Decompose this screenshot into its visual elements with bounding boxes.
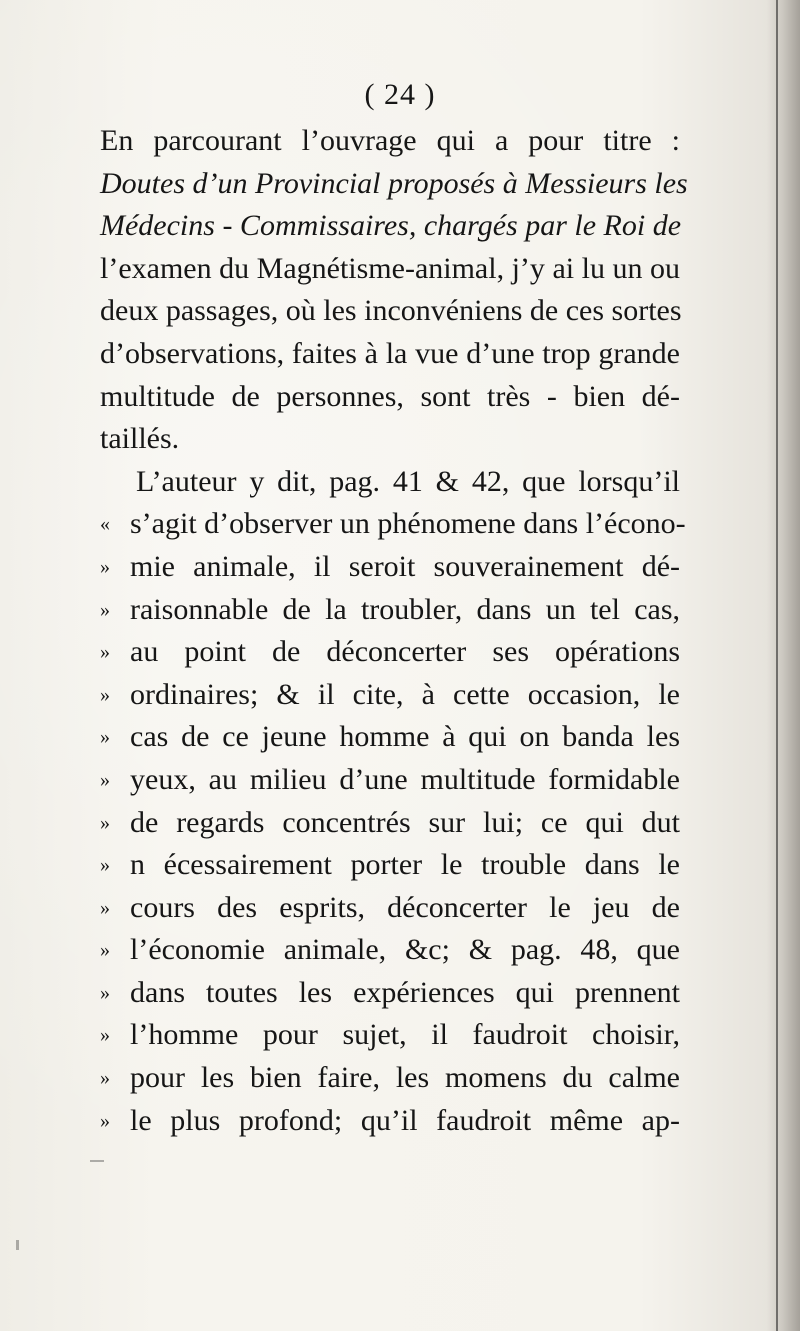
- quote-mark: »: [100, 939, 110, 962]
- quoted-line: [100, 716, 680, 759]
- paper-speck: [90, 1160, 104, 1162]
- quoted-line: [100, 546, 680, 589]
- quoted-line: [100, 929, 680, 972]
- quote-text: de regards concentrés sur lui; ce qui dut: [130, 805, 680, 839]
- quote-mark: »: [100, 811, 110, 834]
- page-number: ( 24 ): [364, 78, 436, 111]
- paragraph-1-line: Doutes d’un Provincial proposés à Messieurs les: [100, 166, 688, 200]
- quote-mark: «: [100, 513, 110, 536]
- quote-text: cours des esprits, déconcerter le jeu de: [130, 890, 680, 924]
- paragraph-2-first-line: L’auteur y dit, pag. 41 & 42, que lorsqu’il: [136, 464, 680, 498]
- quote-mark: »: [100, 1109, 110, 1132]
- quote-text: l’homme pour sujet, il faudroit choisir,: [130, 1018, 680, 1052]
- paragraph-1-line: d’observations, faites à la vue d’une trop grande: [100, 336, 680, 370]
- quote-text: dans toutes les expériences qui prennent: [130, 975, 680, 1009]
- quote-mark: »: [100, 768, 110, 791]
- quote-mark: »: [100, 1024, 110, 1047]
- page-gutter-shadow: [766, 0, 800, 1331]
- paragraph-1-line: Médecins - Commissaires, chargés par le Roi de: [100, 209, 682, 243]
- quote-text: cas de ce jeune homme à qui on banda les: [130, 720, 680, 754]
- quote-mark: »: [100, 726, 110, 749]
- page-edge-line: [776, 0, 778, 1331]
- quote-text: ordinaires; & il cite, à cette occasion, le: [130, 677, 680, 711]
- body-text: [100, 120, 688, 1142]
- quote-text: mie animale, il seroit souverainement dé-: [130, 549, 680, 583]
- quoted-line: [100, 674, 680, 717]
- quote-mark: »: [100, 981, 110, 1004]
- quote-mark: »: [100, 555, 110, 578]
- quote-text: l’économie animale, &c; & pag. 48, que: [130, 933, 680, 967]
- quoted-line: [100, 631, 680, 674]
- quoted-line: [100, 1057, 680, 1100]
- quote-mark: »: [100, 896, 110, 919]
- quoted-line: [100, 802, 680, 845]
- quoted-line: [100, 1100, 680, 1143]
- quote-mark: »: [100, 683, 110, 706]
- quote-text: n écessairement porter le trouble dans le: [130, 848, 680, 882]
- paragraph-1-line: deux passages, où les inconvéniens de ces sortes: [100, 294, 682, 328]
- paragraph-1-line: multitude de personnes, sont très - bien dé-: [100, 379, 680, 413]
- quoted-line: [100, 759, 680, 802]
- quote-text: au point de déconcerter ses opérations: [130, 635, 680, 669]
- quoted-line: [100, 589, 680, 632]
- paper-speck: [16, 1240, 19, 1250]
- quote-mark: »: [100, 1067, 110, 1090]
- quoted-line: [100, 1014, 680, 1057]
- paragraph-1-line: taillés.: [100, 422, 180, 456]
- quoted-line: [100, 972, 680, 1015]
- quote-mark: »: [100, 641, 110, 664]
- quote-text: yeux, au milieu d’une multitude formidable: [130, 762, 680, 796]
- paragraph-1-line: En parcourant l’ouvrage qui a pour titre :: [100, 124, 680, 157]
- paragraph-1-line: l’examen du Magnétisme-animal, j’y ai lu un ou: [100, 251, 680, 285]
- quote-mark: »: [100, 854, 110, 877]
- quote-text: s’agit d’observer un phénomene dans l’écono-: [130, 507, 686, 541]
- quoted-line: [100, 887, 680, 930]
- quote-text: pour les bien faire, les momens du calme: [130, 1061, 680, 1095]
- quote-text: le plus profond; qu’il faudroit même ap-: [130, 1103, 680, 1137]
- quote-text: raisonnable de la troubler, dans un tel cas,: [130, 592, 680, 626]
- quoted-line: [100, 503, 686, 546]
- quote-mark: »: [100, 598, 110, 621]
- quoted-line: [100, 844, 680, 887]
